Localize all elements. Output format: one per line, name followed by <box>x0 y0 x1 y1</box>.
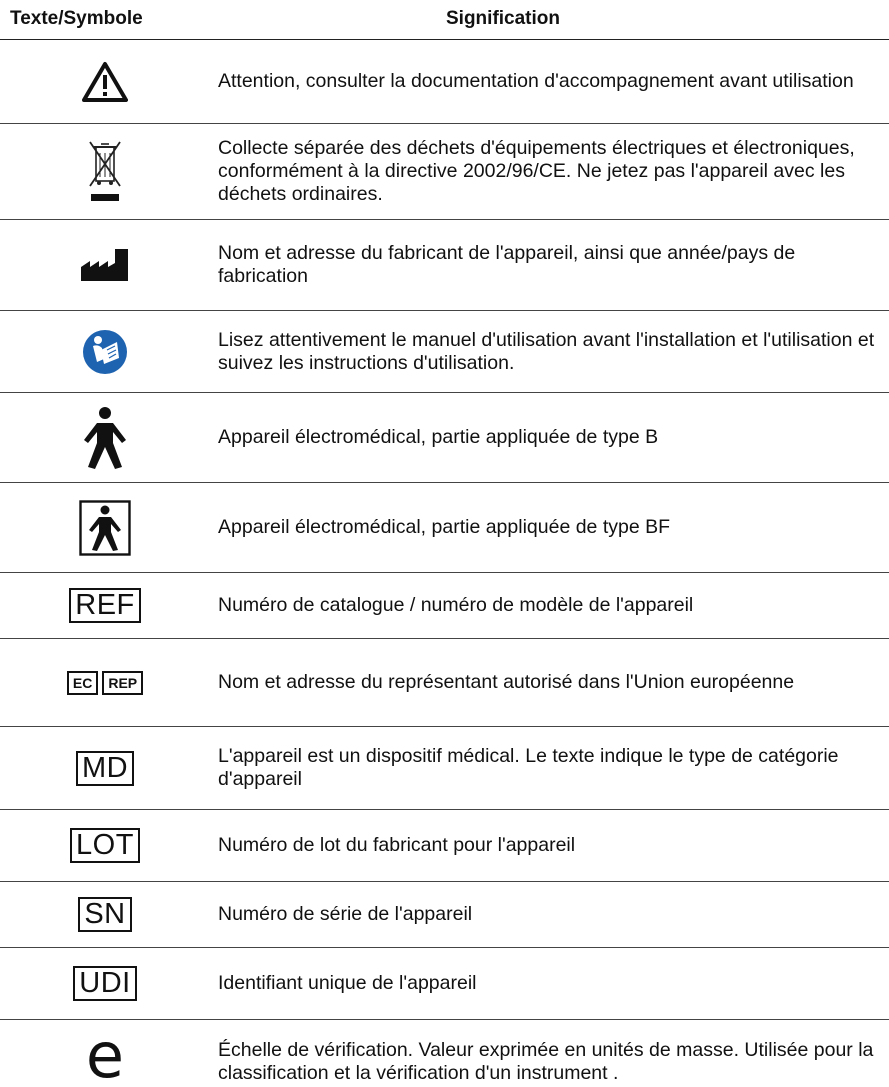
lot-symbol: LOT <box>70 828 140 863</box>
md-symbol: MD <box>76 751 134 786</box>
table-row <box>0 483 889 573</box>
row-meaning: Appareil électromédical, partie appliquée de type B <box>218 426 659 448</box>
udi-symbol: UDI <box>73 966 136 1001</box>
ec-label: EC <box>67 671 98 695</box>
row-meaning: Nom et adresse du représentant autorisé dans l'Union européenne <box>218 671 795 693</box>
row-meaning: Attention, consulter la documentation d'accompagnement avant utilisation <box>218 70 854 92</box>
ref-symbol: REF <box>69 588 141 623</box>
ec-rep-symbol <box>67 671 143 695</box>
table-row <box>0 393 889 483</box>
type-b-applied-part-icon <box>82 407 128 469</box>
table-row <box>0 1020 889 1087</box>
row-meaning: Numéro de lot du fabricant pour l'appareil <box>218 834 576 856</box>
row-meaning: Nom et adresse du fabricant de l'appareil, ainsi que année/pays de fabrication <box>218 242 796 287</box>
table-row <box>0 220 889 311</box>
warning-triangle-icon <box>82 61 128 103</box>
table-row <box>0 727 889 810</box>
verification-scale-symbol: e <box>85 1019 125 1087</box>
table-row <box>0 810 889 882</box>
row-meaning: Identifiant unique de l'appareil <box>218 972 477 994</box>
sn-symbol: SN <box>78 897 131 932</box>
table-row <box>0 124 889 220</box>
row-meaning: Appareil électromédical, partie appliquée de type BF <box>218 516 671 538</box>
table-row <box>0 639 889 727</box>
rep-label: REP <box>102 671 143 695</box>
table-row <box>0 882 889 948</box>
row-meaning: L'appareil est un dispositif médical. Le texte indique le type de catégorie d'appareil <box>218 745 839 790</box>
row-meaning: Collecte séparée des déchets d'équipements électriques et électroniques, conformément à la directive 2002/96/CE. Ne jetez pas l'appareil avec les déchets ordinaires. <box>218 137 855 205</box>
table-row <box>0 40 889 124</box>
table-header <box>0 0 889 40</box>
row-meaning: Lisez attentivement le manuel d'utilisation avant l'installation et l'utilisation et suivez les instructions d'utilisation. <box>218 328 875 374</box>
read-manual-icon <box>81 328 129 376</box>
header-symbol-column: Texte/Symbole <box>10 8 143 29</box>
type-bf-applied-part-icon <box>79 500 131 556</box>
row-meaning: Échelle de vérification. Valeur exprimée en unités de masse. Utilisée pour la classification et la vérification d'un instrument . <box>218 1039 874 1084</box>
header-meaning-column: Signification <box>446 8 560 29</box>
crossed-out-wheelie-bin-icon <box>87 139 123 205</box>
manufacturer-factory-icon <box>81 249 129 281</box>
row-meaning: Numéro de série de l'appareil <box>218 903 473 925</box>
table-row <box>0 573 889 639</box>
table-row <box>0 948 889 1020</box>
row-meaning: Numéro de catalogue / numéro de modèle de l'appareil <box>218 594 694 616</box>
table-row <box>0 311 889 393</box>
